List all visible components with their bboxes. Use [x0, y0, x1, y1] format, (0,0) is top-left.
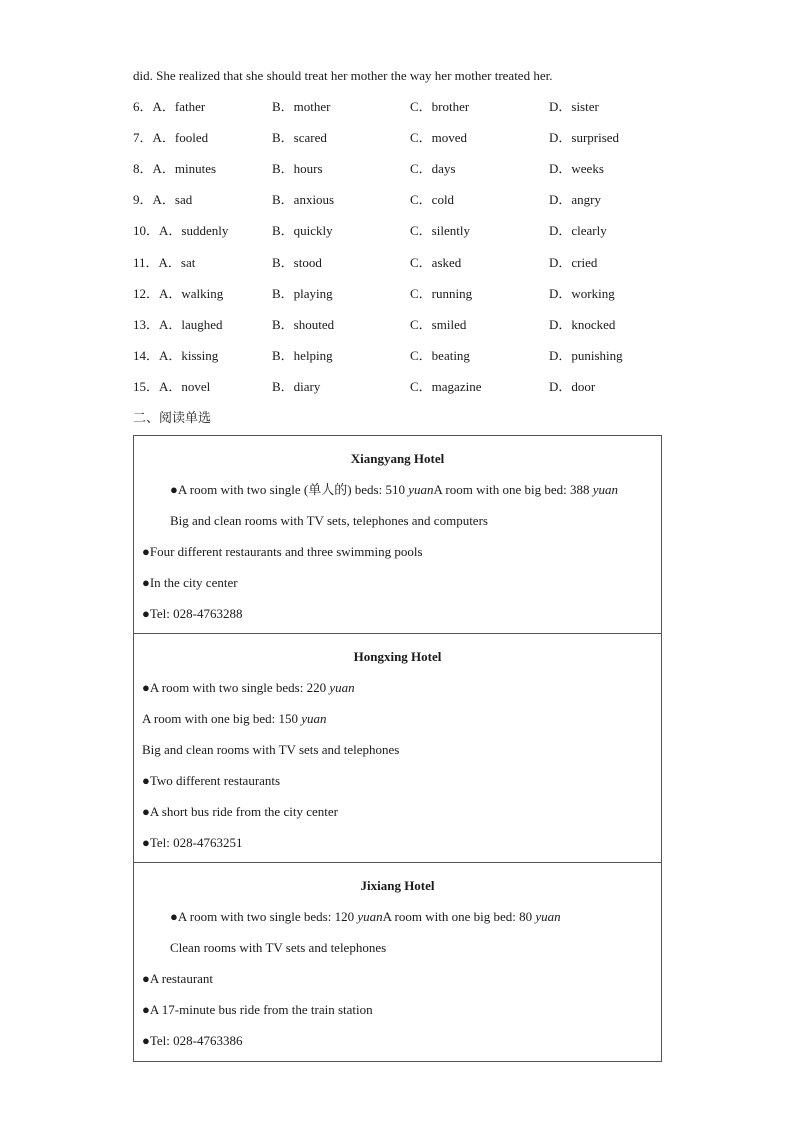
option-c: C．cold	[410, 192, 455, 207]
room-description: Big and clean rooms with TV sets, telephones and computers	[170, 513, 488, 528]
option-a: 11．A．sat	[133, 255, 196, 270]
option-a: 12．A．walking	[133, 286, 224, 301]
room-description: Clean rooms with TV sets and telephones	[170, 940, 387, 955]
question-7	[133, 130, 693, 146]
option-c: C．days	[410, 161, 456, 176]
telephone: ●Tel: 028-4763251	[142, 835, 243, 850]
option-c: C．running	[410, 286, 473, 301]
option-c: C．smiled	[410, 317, 467, 332]
question-15	[133, 379, 693, 395]
option-c: C．brother	[410, 99, 470, 114]
hotel-box-jixiang	[133, 862, 662, 1062]
option-a: 15．A．novel	[133, 379, 211, 394]
option-d: D．knocked	[549, 317, 616, 332]
option-a: 7．A．fooled	[133, 130, 209, 145]
option-c: C．moved	[410, 130, 468, 145]
option-b: B．anxious	[272, 192, 335, 207]
option-b: B．mother	[272, 99, 331, 114]
question-11	[133, 255, 693, 271]
option-a: 10．A．suddenly	[133, 223, 229, 238]
hotel-name: Xiangyang Hotel	[350, 451, 445, 466]
hotel-box-hongxing	[133, 633, 662, 863]
option-b: B．scared	[272, 130, 327, 145]
option-b: B．helping	[272, 348, 333, 363]
question-13	[133, 317, 693, 333]
question-6	[133, 99, 693, 115]
option-d: D．angry	[549, 192, 601, 207]
option-d: D．surprised	[549, 130, 620, 145]
option-d: D．clearly	[549, 223, 607, 238]
room-prices: ●A room with two single beds: 120 yuanA room with one big bed: 80 yuan	[170, 909, 561, 924]
room-prices: ●A room with two single (单人的) beds: 510 yuanA room with one big bed: 388 yuan	[170, 482, 619, 497]
room-big-bed: A room with one big bed: 150 yuan	[142, 711, 327, 726]
option-b: B．shouted	[272, 317, 335, 332]
restaurants: ●A restaurant	[142, 971, 214, 986]
intro-text: did. She realized that she should treat her mother the way her mother treated her.	[133, 68, 553, 83]
room-two-beds: ●A room with two single beds: 220 yuan	[142, 680, 355, 695]
option-a: 13．A．laughed	[133, 317, 223, 332]
question-12	[133, 286, 693, 302]
option-c: C．beating	[410, 348, 470, 363]
option-d: D．working	[549, 286, 615, 301]
section-title: 二、阅读单选	[133, 411, 212, 426]
question-8	[133, 161, 693, 177]
location: ●A short bus ride from the city center	[142, 804, 338, 819]
option-d: D．cried	[549, 255, 598, 270]
hotel-name: Hongxing Hotel	[353, 649, 442, 664]
option-b: B．diary	[272, 379, 321, 394]
option-c: C．asked	[410, 255, 462, 270]
option-a: 14．A．kissing	[133, 348, 219, 363]
option-d: D．weeks	[549, 161, 604, 176]
restaurants: ●Two different restaurants	[142, 773, 281, 788]
option-d: D．sister	[549, 99, 599, 114]
option-c: C．magazine	[410, 379, 482, 394]
telephone: ●Tel: 028-4763386	[142, 1033, 243, 1048]
option-a: 6．A．father	[133, 99, 206, 114]
question-14	[133, 348, 693, 364]
option-d: D．punishing	[549, 348, 623, 363]
hotel-box-xiangyang	[133, 435, 662, 634]
option-b: B．playing	[272, 286, 333, 301]
telephone: ●Tel: 028-4763288	[142, 606, 243, 621]
option-c: C．silently	[410, 223, 470, 238]
hotel-name: Jixiang Hotel	[360, 878, 435, 893]
option-b: B．stood	[272, 255, 322, 270]
option-d: D．door	[549, 379, 596, 394]
location: ●A 17-minute bus ride from the train station	[142, 1002, 373, 1017]
question-9	[133, 192, 693, 208]
option-b: B．quickly	[272, 223, 333, 238]
location: ●In the city center	[142, 575, 238, 590]
room-description: Big and clean rooms with TV sets and telephones	[142, 742, 400, 757]
option-a: 9．A．sad	[133, 192, 193, 207]
restaurants: ●Four different restaurants and three swimming pools	[142, 544, 423, 559]
option-b: B．hours	[272, 161, 323, 176]
option-a: 8．A．minutes	[133, 161, 217, 176]
question-10	[133, 223, 693, 239]
